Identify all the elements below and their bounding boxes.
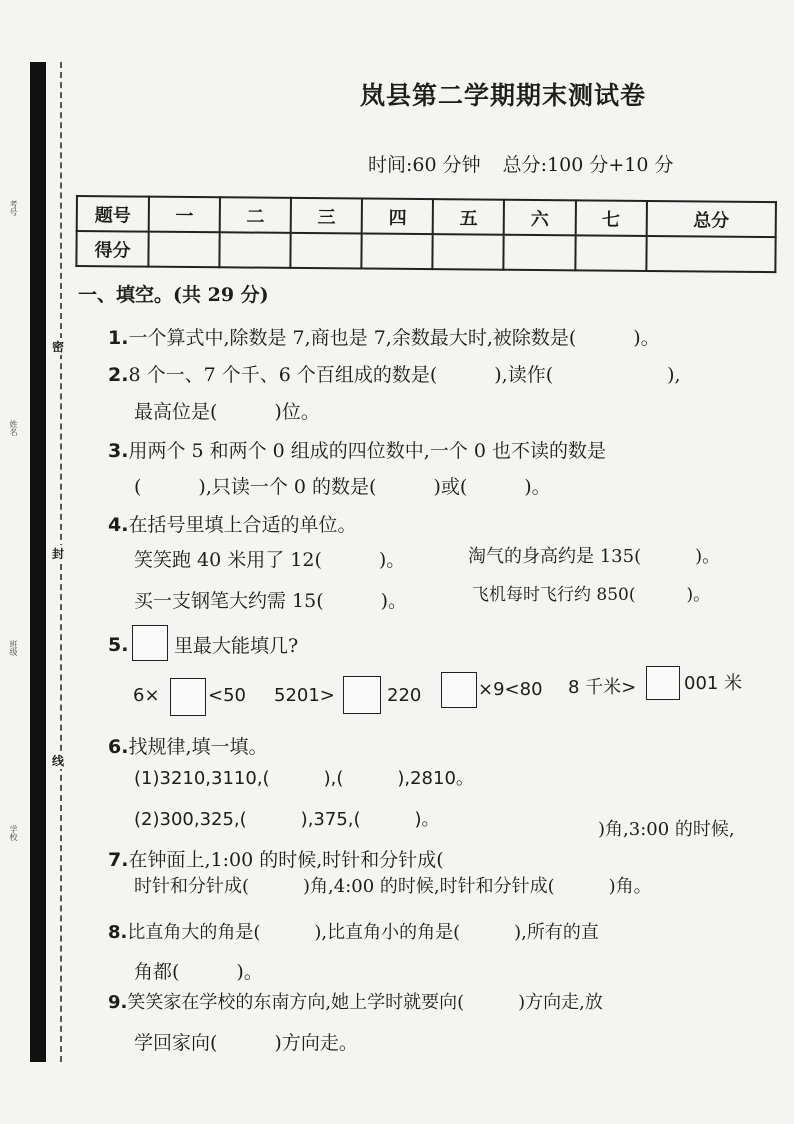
score-header-cell: 四 — [362, 198, 433, 234]
score-header-cell: 六 — [504, 200, 575, 236]
binding-label-school: 学校 — [9, 825, 18, 841]
question-4-item-c: 买一支钢笔大约需 15( )。 — [134, 590, 408, 612]
question-text: 比直角大的角是( ),比直角小的角是( ),所有的直 — [127, 922, 599, 943]
binding-edge-bar — [30, 62, 46, 1062]
score-cell[interactable] — [291, 233, 362, 269]
question-3-line-2: ( ),只读一个 0 的数是( )或( )。 — [134, 476, 551, 498]
question-text: 在钟面上,1:00 的时候,时针和分针成( — [128, 849, 444, 871]
question-number: 6. — [108, 736, 129, 758]
answer-box[interactable] — [132, 625, 168, 661]
question-1 — [108, 323, 660, 350]
score-table-score-row — [76, 231, 775, 272]
score-table — [75, 195, 777, 273]
question-5-expr-3-post: ×9<80 — [478, 679, 543, 700]
binding-label-exam-no: 考号 — [9, 200, 18, 216]
question-text: 在括号里填上合适的单位。 — [128, 514, 357, 536]
question-number: 1. — [108, 327, 129, 349]
answer-box[interactable] — [646, 666, 680, 700]
question-4-item-d: 飞机每时飞行约 850( )。 — [472, 585, 711, 605]
question-5-expr-4-post: 001 米 — [684, 673, 743, 694]
question-9-line-2: 学回家向( )方向走。 — [134, 1032, 358, 1054]
score-header-cell: 五 — [433, 199, 504, 235]
question-text: 找规律,填一填。 — [128, 736, 268, 758]
question-5-expr-1-pre: 6× — [133, 685, 160, 706]
question-number: 7. — [108, 849, 129, 871]
page-title: 岚县第二学期期末测试卷 — [360, 81, 647, 110]
question-6-sequence-2: (2)300,325,( ),375,( )。 — [134, 809, 440, 830]
question-8-line-2: 角都( )。 — [134, 961, 263, 983]
score-cell[interactable] — [575, 235, 646, 271]
score-row-label: 得分 — [76, 231, 148, 267]
question-number: 2. — [108, 364, 129, 386]
question-7-line-1-end: )角,3:00 的时候, — [598, 819, 735, 840]
question-2-line-2: 最高位是( )位。 — [134, 401, 320, 423]
question-4-item-a: 笑笑跑 40 米用了 12( )。 — [134, 549, 406, 571]
question-9 — [108, 988, 603, 1014]
question-number: 8. — [108, 922, 128, 943]
question-text: 笑笑家在学校的东南方向,她上学时就要向( )方向走,放 — [127, 992, 603, 1013]
question-4-item-b: 淘气的身高约是 135( )。 — [468, 546, 721, 567]
score-header-cell: 总分 — [646, 201, 776, 237]
question-number: 4. — [108, 514, 129, 536]
exam-total-score: 总分:100 分+10 分 — [502, 154, 674, 176]
score-cell[interactable] — [148, 232, 219, 268]
question-2 — [108, 360, 681, 387]
score-cell[interactable] — [646, 236, 776, 272]
answer-box[interactable] — [343, 676, 381, 714]
question-6 — [108, 732, 268, 759]
binding-mark-seal: 密 — [52, 340, 65, 354]
question-6-sequence-1: (1)3210,3110,( ),( ),2810。 — [134, 768, 474, 789]
question-5 — [108, 634, 128, 656]
score-header-cell: 二 — [220, 197, 291, 233]
score-cell[interactable] — [433, 234, 504, 270]
exam-meta — [368, 150, 690, 177]
question-4 — [108, 510, 356, 537]
binding-dashed-line — [60, 62, 62, 1062]
question-number: 3. — [108, 440, 129, 462]
binding-mark-line: 线 — [52, 754, 65, 768]
score-header-cell: 三 — [291, 198, 362, 234]
question-text: 用两个 5 和两个 0 组成的四位数中,一个 0 也不读的数是 — [128, 440, 606, 462]
question-text: 8 个一、7 个千、6 个百组成的数是( ),读作( ), — [128, 364, 681, 386]
question-5-expr-2-post: 220 — [387, 685, 422, 706]
question-7 — [108, 845, 444, 872]
answer-box[interactable] — [441, 672, 477, 708]
question-text: 一个算式中,除数是 7,商也是 7,余数最大时,被除数是( )。 — [128, 327, 660, 349]
question-number: 5. — [108, 634, 129, 656]
question-5-expr-4-pre: 8 千米> — [568, 677, 637, 698]
binding-label-name: 姓名 — [9, 420, 18, 436]
answer-box[interactable] — [170, 678, 206, 716]
score-header-cell: 一 — [149, 197, 220, 233]
question-5-title: 里最大能填几? — [174, 635, 299, 657]
question-number: 9. — [108, 992, 128, 1013]
score-cell[interactable] — [219, 232, 290, 268]
question-8 — [108, 918, 599, 944]
question-5-expr-1-post: <50 — [208, 685, 246, 706]
question-5-expr-2-pre: 5201> — [274, 685, 335, 706]
score-cell[interactable] — [504, 235, 575, 271]
score-header-cell: 题号 — [77, 196, 149, 232]
question-7-line-2: 时针和分针成( )角,4:00 的时候,时针和分针成( )角。 — [134, 876, 652, 897]
binding-label-class: 班级 — [9, 640, 18, 656]
score-header-cell: 七 — [575, 200, 646, 236]
question-3 — [108, 436, 606, 463]
score-cell[interactable] — [362, 233, 433, 269]
exam-time: 时间:60 分钟 — [368, 154, 481, 176]
section-1-title: 一、填空。(共 29 分) — [78, 284, 269, 306]
binding-mark-cover: 封 — [52, 547, 65, 561]
